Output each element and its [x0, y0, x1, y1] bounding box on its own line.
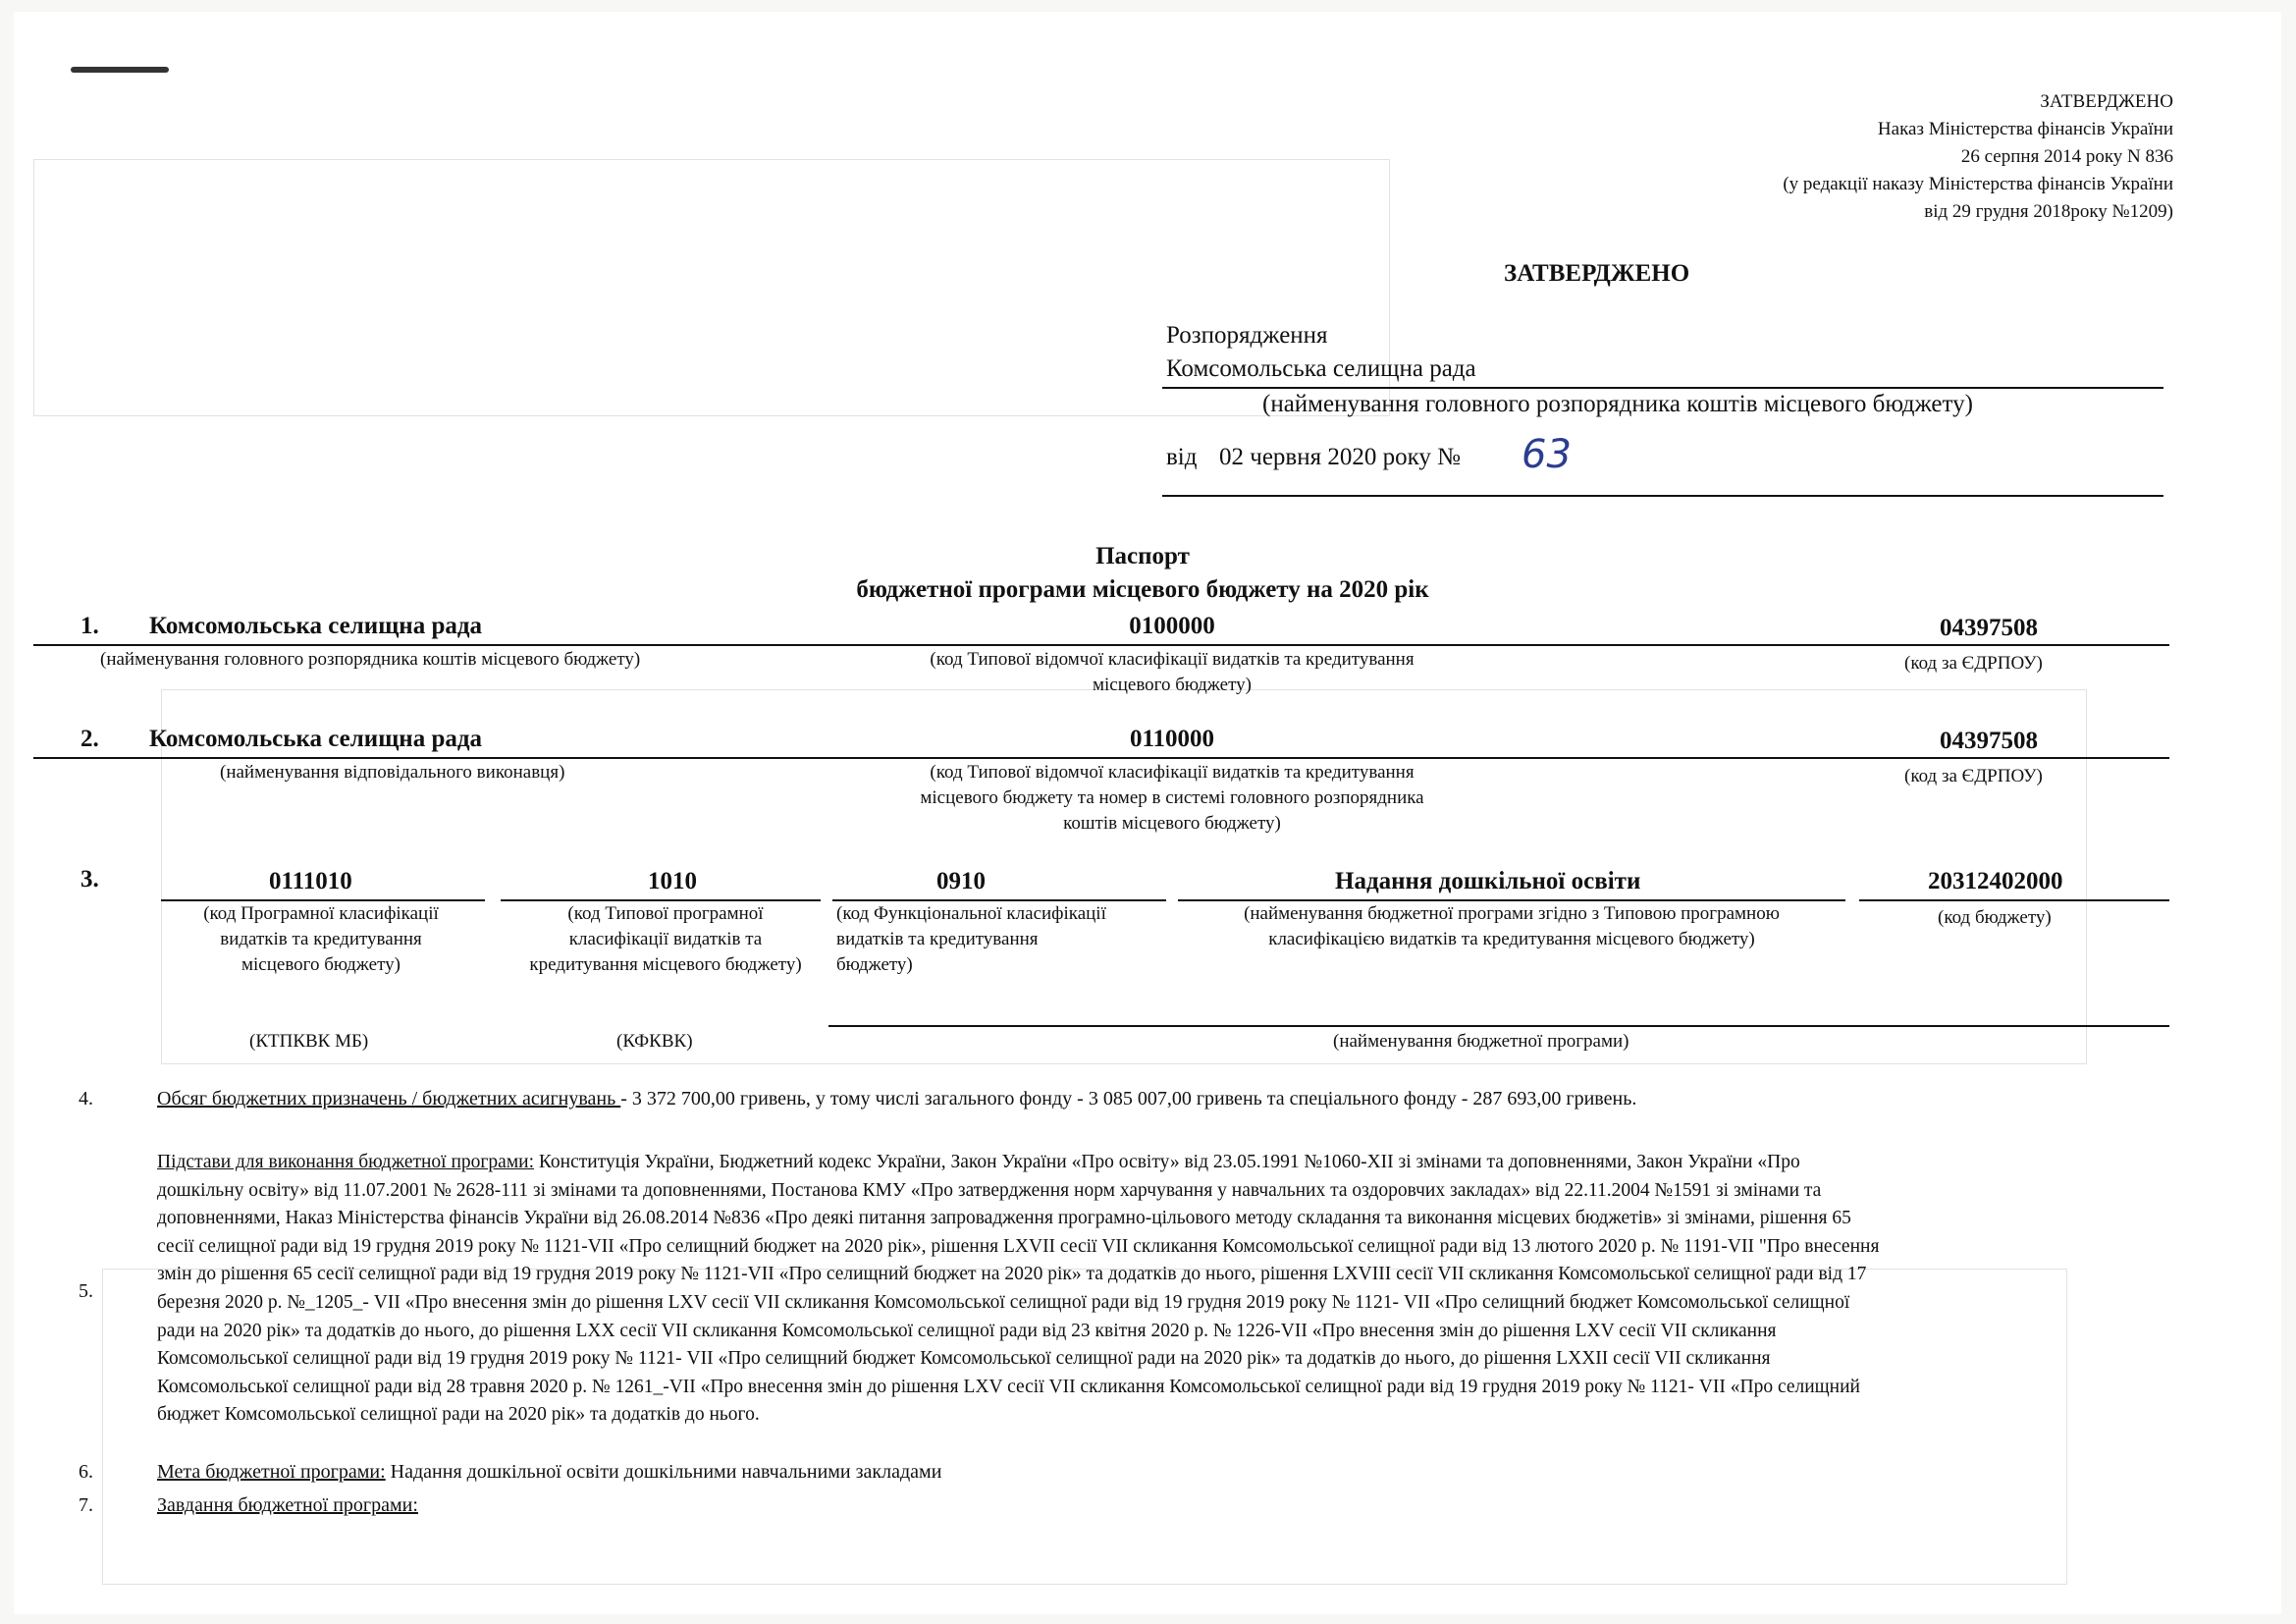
document-page [14, 12, 2281, 1614]
item5-line-10: бюджет Комсомольської селищної ради на 2020 рік» та додатків до нього. [157, 1404, 760, 1426]
approval-header-line3: 26 серпня 2014 року N 836 [1960, 146, 2173, 167]
item4-text: - 3 372 700,00 гривень, у тому числі загального фонду - 3 085 007,00 гривень та спеціального фонду - 287 693,00 гривень. [620, 1088, 1637, 1110]
row1-edrpou: 04397508 [1940, 615, 2038, 641]
row1-caption-code [858, 647, 1486, 698]
row2-code: 0110000 [1129, 726, 1215, 752]
passport-title [603, 540, 1682, 607]
item5-line-4: сесії селищної ради від 19 грудня 2019 року № 1121-VІІ «Про селищний бюджет на 2020 рік», рішення LXVII сесії VII скликання Комсомольської селищної ради від 13 лютого 2020 р. № 1191-VII "Про внесення [157, 1235, 1880, 1257]
item5-line-6: березня 2020 р. №_1205_- VII «Про внесення змін до рішення LXV сесії VII скликання Комсомольської селищної ради від 19 грудня 2019 року № 1121- VII «Про селищний бюджет Комсомольської селищної [157, 1291, 1850, 1313]
row2-caption-code [838, 760, 1506, 837]
row3-caption-program-line1: (найменування бюджетної програми згідно з Типовою програмною [1244, 903, 1780, 924]
approval-org-underline [1162, 387, 2163, 389]
row3-ktpkvk: 0111010 [269, 868, 352, 894]
row3-caption-kfkvk [499, 901, 832, 978]
item6-number: 6. [79, 1461, 93, 1483]
row3-kfk: 0910 [936, 868, 986, 894]
row3-budget-code: 20312402000 [1928, 868, 2063, 894]
row2-number: 2. [80, 726, 99, 752]
row1-caption-code-line2: місцевого бюджету) [1092, 675, 1252, 695]
row2-edrpou: 04397508 [1940, 728, 2038, 754]
row3-caption-ktpkvk-line2: видатків та кредитування [220, 929, 422, 949]
row3-program-name: Надання дошкільної освіти [1335, 868, 1641, 894]
passport-title-line2: бюджетної програми місцевого бюджету на 2020 рік [856, 576, 1429, 603]
approval-date-underline [1162, 495, 2163, 497]
row3-caption-kfkvk-line2: класифікації видатків та [568, 929, 763, 949]
item4-number: 4. [79, 1088, 93, 1110]
approval-org: Комсомольська селищна рада [1166, 355, 1476, 382]
approval-title: ЗАТВЕРДЖЕНО [1504, 260, 1690, 287]
approval-date: 02 червня 2020 року № [1219, 444, 1461, 470]
item5-line-1: Конституція України, Бюджетний кодекс України, Закон України «Про освіту» від 23.05.1991 №1060-ХІІ зі змінами та доповненнями, Закон України «Про [534, 1152, 1800, 1172]
row1-number: 1. [80, 613, 99, 639]
item5-line-9: Комсомольської селищної ради від 28 травня 2020 р. № 1261_-VII «Про внесення змін до рішення LXV сесії VII скликання Комсомольської селищної ради від 19 грудня 2019 року № 1121- VII «Про селищний [157, 1376, 1860, 1397]
row3-caption-kfk-line3: бюджету) [836, 954, 913, 975]
scan-mark [71, 67, 169, 73]
row2-caption-name: (найменування відповідального виконавця) [220, 762, 565, 783]
item5-content [157, 1149, 2179, 1430]
approval-header-line2: Наказ Міністерства фінансів України [1877, 119, 2173, 139]
row3-underline-e [1859, 899, 2169, 901]
row3-caption-kfkvk-line1: (код Типової програмної [567, 903, 764, 924]
row3-caption-kfk-line1: (код Функціональної класифікації [836, 903, 1106, 924]
row2-caption-edrpou: (код за ЄДРПОУ) [1904, 766, 2043, 786]
row1-underline [33, 644, 2169, 646]
item7-label: Завдання бюджетної програми: [157, 1494, 418, 1516]
row2-caption-code-line3: коштів місцевого бюджету) [1063, 813, 1281, 834]
row2-name: Комсомольська селищна рада [149, 726, 483, 752]
approval-header-line5: від 29 грудня 2018року №1209) [1924, 201, 2173, 222]
row2-caption-code-line1: (код Типової відомчої класифікації видатків та кредитування [930, 762, 1415, 783]
item4-label: Обсяг бюджетних призначень / бюджетних асигнувань [157, 1088, 621, 1110]
approval-header-line4: (у редакції наказу Міністерства фінансів України [1783, 174, 2173, 194]
row2-caption-code-line2: місцевого бюджету та номер в системі головного розпорядника [920, 787, 1424, 808]
row3-caption-program-line2: класифікацією видатків та кредитування місцевого бюджету) [1268, 929, 1755, 949]
approval-doc-type: Розпорядження [1166, 322, 1328, 349]
item6-content [157, 1459, 2120, 1485]
item6-text: Надання дошкільної освіти дошкільними навчальними закладами [385, 1461, 942, 1483]
row3-number: 3. [80, 866, 99, 893]
item5-line-3: доповненнями, Наказ Міністерства фінансів України від 26.08.2014 №836 «Про деякі питання запровадження програмно-цільового методу складання та виконання місцевих бюджетів» зі змінами, рішення 65 [157, 1208, 1851, 1229]
row3-short-kfkvk: (КФКВК) [616, 1031, 693, 1052]
row3-caption-kfk [836, 901, 1170, 978]
item5-line-8: Комсомольської селищної ради від 19 грудня 2019 року № 1121- VII «Про селищний бюджет Комсомольської селищної ради на 2020 рік» та додатків до нього, до рішення LXXII сесії VII скликання [157, 1348, 1771, 1370]
item5-line-5: змін до рішення 65 сесії селищної ради від 19 грудня 2019 року № 1121-VІІ «Про селищний бюджет на 2020 рік» та додатків до нього, рішення LXVIII сесії VII скликання Комсомольської селищної ради від 17 [157, 1264, 1867, 1285]
row3-caption-ktpkvk-line1: (код Програмної класифікації [203, 903, 439, 924]
row3-caption-program-short: (найменування бюджетної програми) [1333, 1031, 1629, 1052]
row3-caption-kfkvk-line3: кредитування місцевого бюджету) [529, 954, 802, 975]
item5-line-7: ради на 2020 рік» та додатків до нього, до рішення LXX сесії VII скликання Комсомольської селищної ради від 23 квітня 2020 р. № 1226-VII «Про внесення змін до рішення LXV сесії VII скликання [157, 1320, 1777, 1341]
approval-header [1486, 88, 2173, 226]
approval-header-line1: ЗАТВЕРДЖЕНО [2040, 91, 2173, 112]
item5-line [157, 1149, 2179, 1177]
item6-label: Мета бюджетної програми: [157, 1461, 386, 1483]
item5-label: Підстави для виконання бюджетної програми: [157, 1152, 535, 1172]
handwritten-order-number: 63 [1522, 432, 1572, 477]
row3-caption-kfk-line2: видатків та кредитування [836, 929, 1039, 949]
row1-caption-name: (найменування головного розпорядника коштів місцевого бюджету) [100, 649, 641, 670]
passport-title-line1: Паспорт [1095, 543, 1190, 569]
row3-caption-budget-code: (код бюджету) [1938, 907, 2052, 928]
item5-number: 5. [79, 1280, 93, 1302]
row3-caption-program [1178, 901, 1845, 952]
item5-line-2: дошкільну освіту» від 11.07.2001 № 2628-111 зі змінами та доповненнями, Постанова КМУ «Про затвердження норм харчування у навчальних та оздоровчих закладах» від 22.11.2004 №1591 зі змінами та [157, 1179, 1822, 1201]
row1-caption-code-line1: (код Типової відомчої класифікації видатків та кредитування [930, 649, 1415, 670]
approval-date-prefix: від [1166, 444, 1198, 470]
item4-content [157, 1086, 2169, 1111]
row3-caption-ktpkvk [159, 901, 483, 978]
approval-org-caption: (найменування головного розпорядника коштів місцевого бюджету) [1262, 391, 1973, 417]
row3-caption-ktpkvk-line3: місцевого бюджету) [240, 954, 400, 975]
row3-short-ktpkvk: (КТПКВК МБ) [249, 1031, 369, 1052]
row3-kfkvk: 1010 [648, 868, 697, 894]
row1-name: Комсомольська селищна рада [149, 613, 483, 639]
row1-code: 0100000 [1129, 613, 1215, 639]
row3-program-underline [828, 1025, 2169, 1027]
row2-underline [33, 757, 2169, 759]
row1-caption-edrpou: (код за ЄДРПОУ) [1904, 653, 2043, 674]
item7-number: 7. [79, 1494, 93, 1516]
